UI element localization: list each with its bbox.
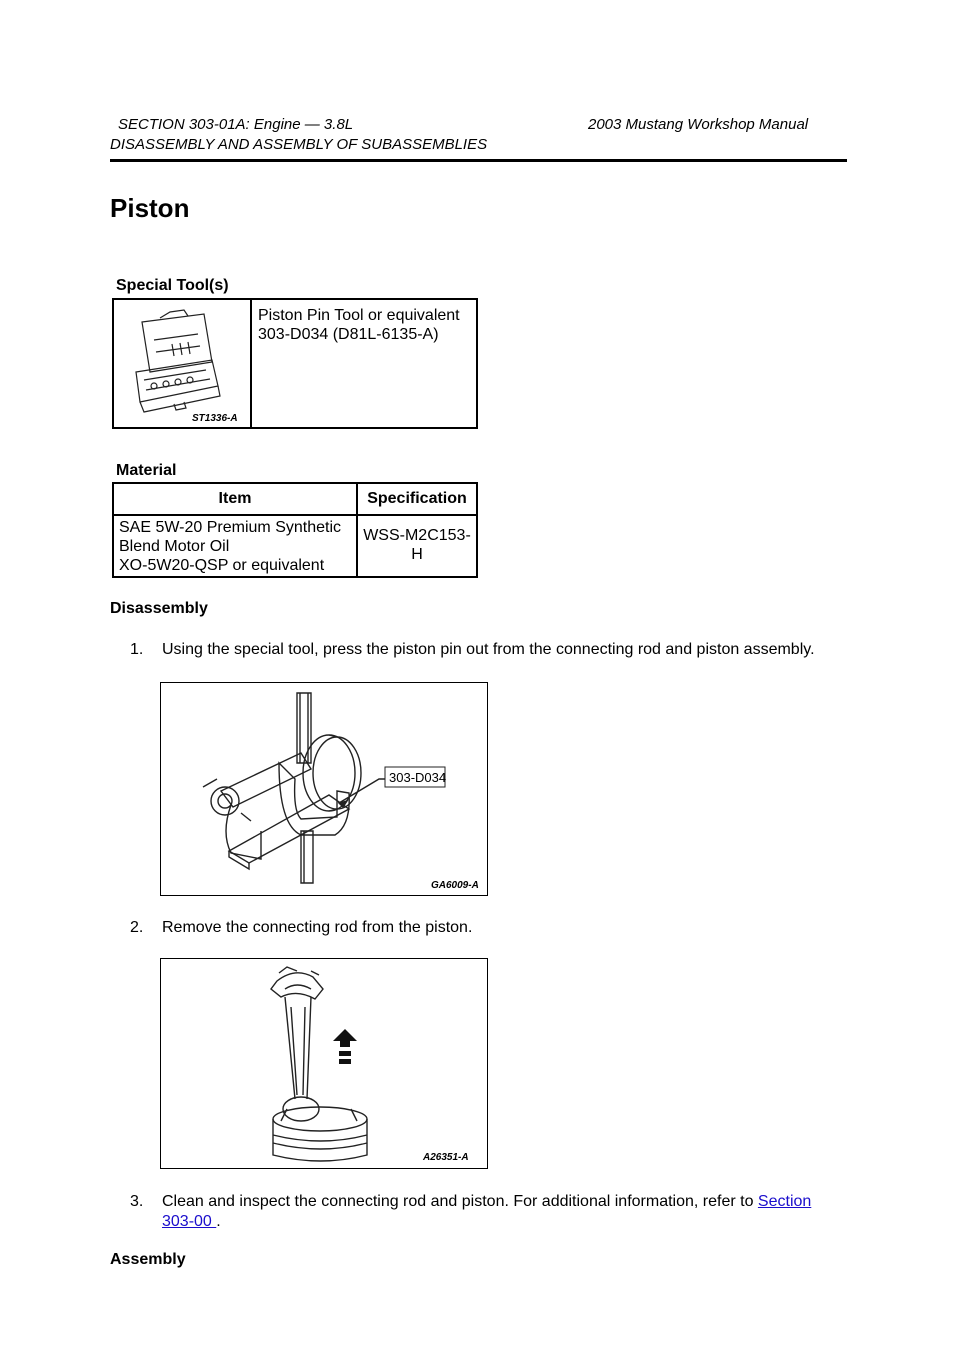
material-item-cell — [119, 518, 353, 575]
material-table — [112, 482, 478, 578]
piston-pin-tool-kit-illustration — [114, 300, 248, 425]
step-number: 2. — [130, 919, 144, 936]
page-title: Piston — [110, 193, 190, 223]
step-text: Using the special tool, press the piston pin out from the connecting rod and piston assembly. — [162, 641, 815, 658]
tool-number: 303-D034 (D81L-6135-A) — [258, 326, 439, 343]
material-item-line: Blend Motor Oil — [119, 538, 230, 555]
disassembly-heading: Disassembly — [110, 600, 208, 617]
special-tools-heading: Special Tool(s) — [116, 277, 229, 294]
figure-connecting-rod-removal — [160, 958, 488, 1169]
header-manual-title: 2003 Mustang Workshop Manual — [588, 116, 809, 133]
figure-reference-label: A26351-A — [423, 1152, 469, 1163]
tool-image-cell — [114, 300, 252, 427]
material-col-item-header: Item — [218, 490, 252, 507]
piston-pin-press-illustration — [161, 683, 487, 895]
header-subtitle: DISASSEMBLY AND ASSEMBLY OF SUBASSEMBLIES — [110, 136, 488, 153]
material-col-spec-header: Specification — [367, 490, 467, 507]
tool-description — [258, 306, 460, 344]
header-divider — [110, 159, 847, 162]
material-spec-line: WSS-M2C153- — [363, 527, 471, 544]
table-row-divider — [114, 514, 476, 516]
section-303-00-link[interactable]: Section 303-00 — [162, 1193, 812, 1230]
step-text-body: Clean and inspect the connecting rod and piston. For additional information, refer to — [162, 1193, 758, 1210]
step-1 — [130, 640, 870, 660]
step-text — [162, 1192, 852, 1232]
step-number: 3. — [130, 1193, 144, 1210]
assembly-heading: Assembly — [110, 1251, 186, 1268]
step-3 — [130, 1192, 870, 1234]
step-text: Remove the connecting rod from the piston. — [162, 919, 473, 936]
material-item-line: SAE 5W-20 Premium Synthetic — [119, 519, 342, 536]
step-number: 1. — [130, 641, 144, 658]
material-spec-cell — [360, 526, 474, 564]
figure-callout-label: 303-D034 — [389, 770, 447, 785]
special-tools-table — [112, 298, 478, 429]
step-text-end: . — [216, 1213, 221, 1230]
connecting-rod-removal-illustration — [161, 959, 487, 1168]
material-spec-line: H — [411, 546, 423, 563]
figure-piston-pin-press — [160, 682, 488, 896]
tool-image-label: ST1336-A — [192, 413, 238, 424]
step-2 — [130, 918, 870, 938]
front-arrow-icon — [333, 1029, 357, 1064]
tool-name: Piston Pin Tool or equivalent — [258, 307, 460, 324]
header-section: SECTION 303-01A: Engine — 3.8L — [118, 116, 354, 133]
figure-reference-label: GA6009-A — [431, 880, 479, 891]
material-item-line: XO-5W20-QSP or equivalent — [119, 557, 325, 574]
material-heading: Material — [116, 462, 177, 479]
